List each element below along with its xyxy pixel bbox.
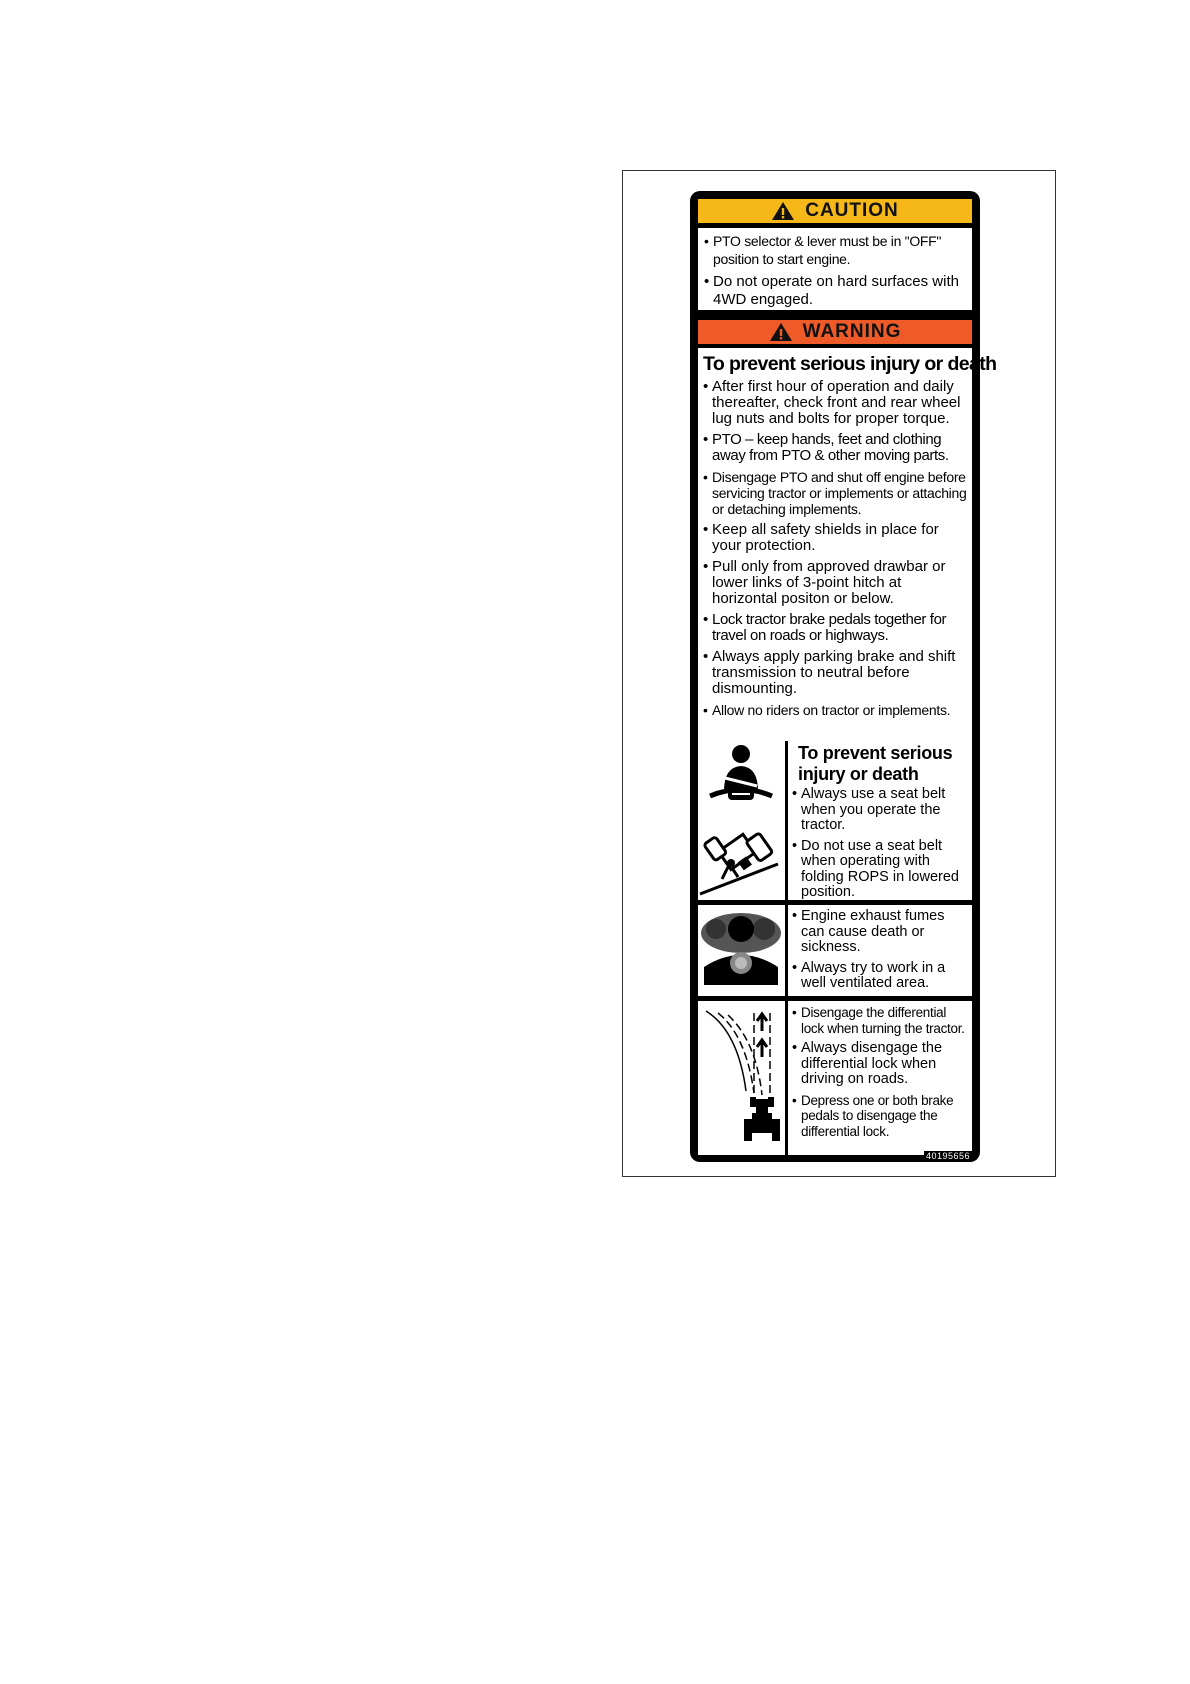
warning-item: • After first hour of operation and daily thereafter, check front and rear wheel lug nuts and bolts for proper torque. [703, 379, 970, 427]
seatbelt-rollover-pictogram [698, 739, 785, 900]
seatbelt-text [788, 739, 972, 900]
caution-item: • PTO selector & lever must be in "OFF" position to start engine. [704, 232, 968, 268]
seatbelt-rollover-icon [698, 739, 785, 900]
part-number: 40195656 [925, 1151, 970, 1161]
exhaust-item: • Engine exhaust fumes can cause death or sickness. [792, 909, 970, 956]
warning-title: To prevent serious injury or death [703, 353, 997, 375]
difflock-item: • Depress one or both brake pedals to disengage the differential lock. [792, 1093, 970, 1140]
warning-item: • Keep all safety shields in place for your protection. [703, 522, 970, 554]
differential-lock-icon [698, 1001, 785, 1155]
warning-item: • Always apply parking brake and shift transmission to neutral before dismounting. [703, 649, 970, 697]
warning-triangle-icon [771, 201, 795, 221]
exhaust-item: • Always try to work in a well ventilated area. [792, 961, 970, 992]
warning-item: • Lock tractor brake pedals together for travel on roads or highways. [703, 612, 970, 644]
warning-triangle-icon [769, 322, 793, 342]
warning-item: • Pull only from approved drawbar or lower links of 3-point hitch at horizontal positon or below. [703, 559, 970, 607]
exhaust-fumes-icon [698, 905, 785, 996]
warning-item: • Allow no riders on tractor or implements. [703, 702, 970, 718]
safety-decal [690, 191, 997, 1162]
exhaust-fumes-pictogram [698, 905, 785, 996]
caution-label: CAUTION [805, 200, 899, 221]
differential-lock-text [788, 1001, 972, 1155]
caution-item: • Do not operate on hard surfaces with 4WD engaged. [704, 273, 968, 309]
difflock-item: • Disengage the differential lock when turning the tractor. [792, 1005, 970, 1036]
warning-item: • Disengage PTO and shut off engine before servicing tractor or implements or attaching or detaching implements. [703, 469, 970, 517]
warning-item: • PTO – keep hands, feet and clothing away from PTO & other moving parts. [703, 432, 970, 464]
warning-label: WARNING [802, 321, 902, 342]
difflock-item: • Always disengage the differential lock when driving on roads. [792, 1041, 970, 1088]
warning-body [698, 348, 997, 741]
exhaust-text [788, 905, 972, 996]
warning-header [698, 320, 972, 344]
caution-body [698, 228, 972, 310]
caution-header [698, 199, 972, 223]
seatbelt-title: To prevent serious injury or death [798, 743, 953, 784]
differential-lock-pictogram [698, 1001, 785, 1155]
seatbelt-item: • Do not use a seat belt when operating with folding ROPS in lowered position. [792, 839, 970, 901]
seatbelt-item: • Always use a seat belt when you operate the tractor. [792, 787, 970, 834]
